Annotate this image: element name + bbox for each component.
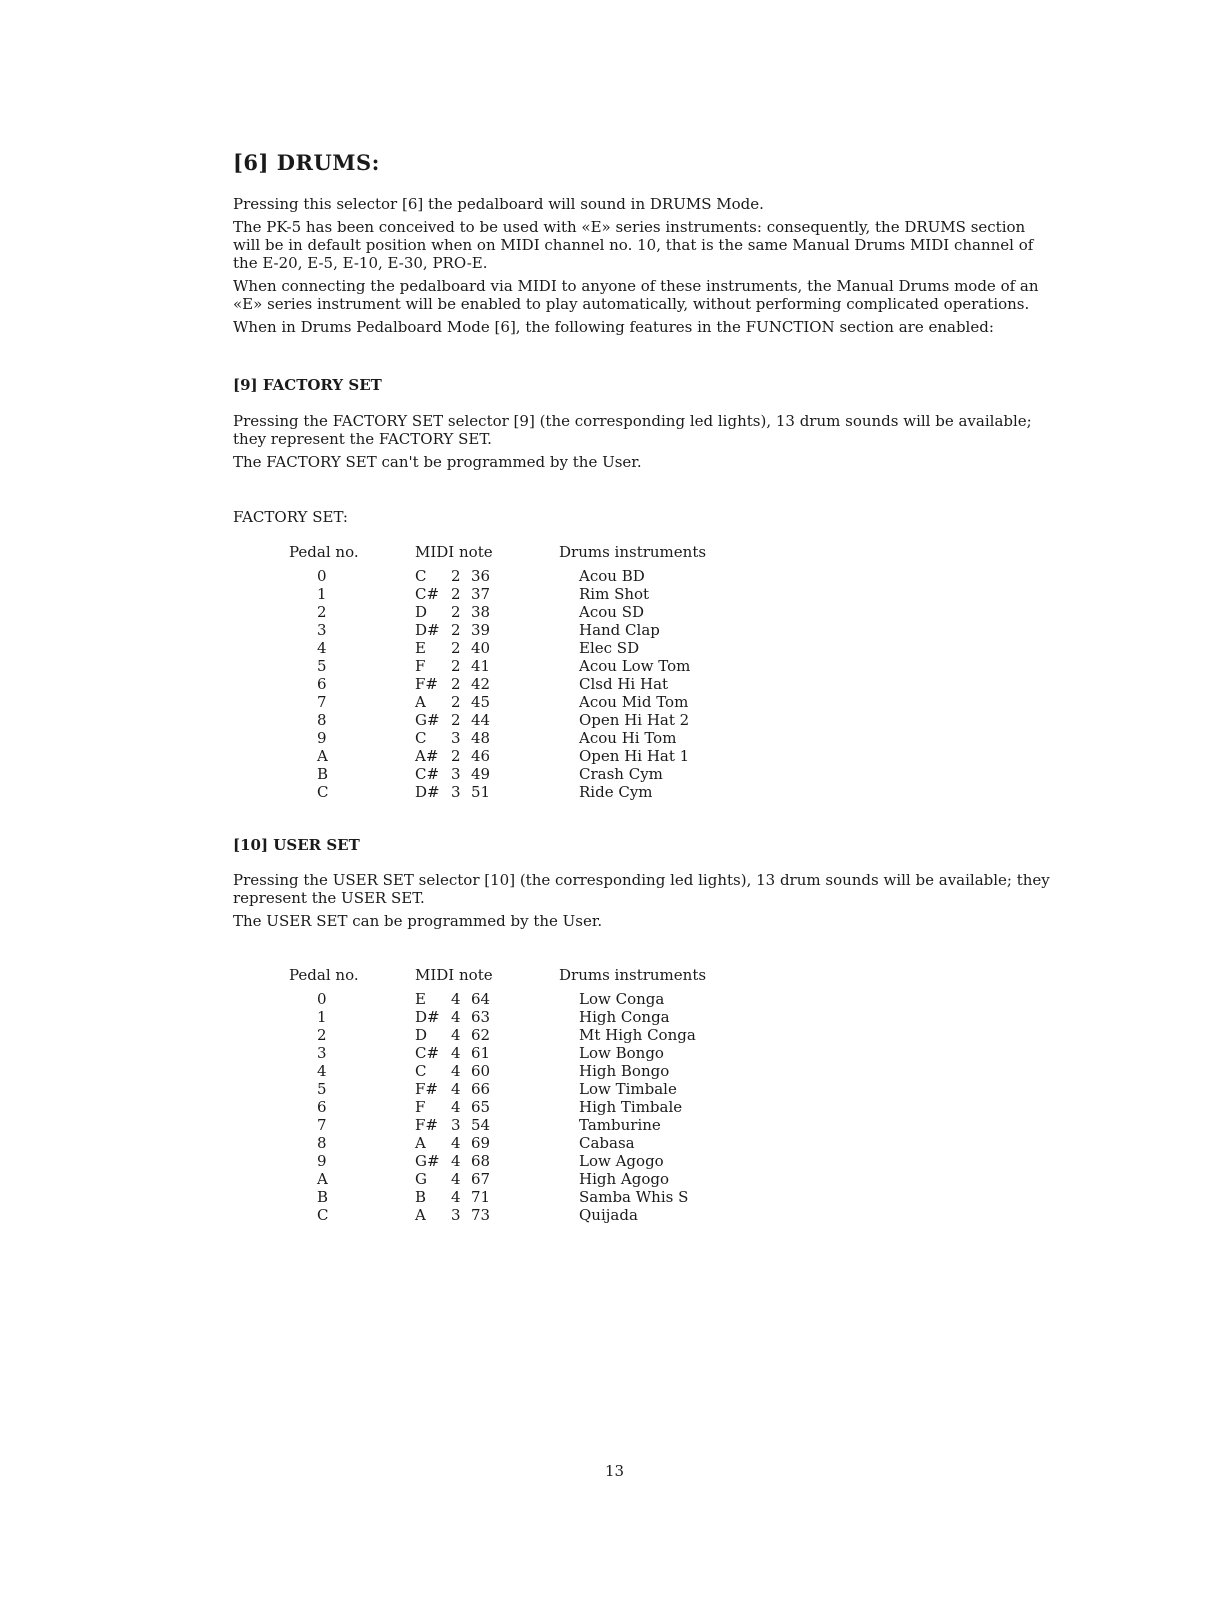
user-set-description bbox=[233, 871, 1053, 930]
pedal-number: 5 bbox=[317, 657, 327, 675]
drum-instrument: Mt High Conga bbox=[579, 1026, 696, 1044]
pedal-number: 0 bbox=[317, 990, 327, 1008]
pedal-number: 7 bbox=[317, 1116, 327, 1134]
midi-octave: 4 bbox=[451, 1134, 461, 1152]
user-set-table bbox=[289, 966, 749, 1224]
drum-instrument: Open Hi Hat 2 bbox=[579, 711, 690, 729]
midi-note-number: 46 bbox=[471, 747, 491, 765]
midi-note-number: 66 bbox=[471, 1080, 491, 1098]
midi-octave: 2 bbox=[451, 693, 461, 711]
midi-octave: 4 bbox=[451, 1188, 461, 1206]
table-row bbox=[289, 1134, 749, 1152]
pedal-number: 6 bbox=[317, 1098, 327, 1116]
table-row bbox=[289, 657, 749, 675]
table-row bbox=[289, 621, 749, 639]
drum-instrument: Ride Cym bbox=[579, 783, 653, 801]
table-row bbox=[289, 1044, 749, 1062]
pedal-number: 7 bbox=[317, 693, 327, 711]
midi-octave: 4 bbox=[451, 990, 461, 1008]
pedal-number: 8 bbox=[317, 711, 327, 729]
midi-octave: 2 bbox=[451, 621, 461, 639]
column-header: MIDI note bbox=[415, 966, 493, 984]
factory-set-heading: [9] FACTORY SET bbox=[233, 376, 382, 394]
midi-note-number: 69 bbox=[471, 1134, 491, 1152]
midi-note-name: G# bbox=[415, 1152, 440, 1170]
table-row bbox=[289, 1188, 749, 1206]
pedal-number: A bbox=[317, 1170, 328, 1188]
midi-note-name: D# bbox=[415, 783, 440, 801]
drum-instrument: Acou Mid Tom bbox=[579, 693, 689, 711]
column-header: MIDI note bbox=[415, 543, 493, 561]
table-header bbox=[289, 543, 749, 567]
user-set-note: The USER SET can be programmed by the User. bbox=[233, 912, 603, 930]
midi-note-name: G# bbox=[415, 711, 440, 729]
table-row bbox=[289, 1008, 749, 1026]
midi-note-name: A bbox=[415, 693, 426, 711]
drum-instrument: High Bongo bbox=[579, 1062, 670, 1080]
table-row bbox=[289, 1098, 749, 1116]
drum-instrument: Quijada bbox=[579, 1206, 638, 1224]
drum-instrument: Open Hi Hat 1 bbox=[579, 747, 690, 765]
midi-note-name: D bbox=[415, 1026, 428, 1044]
pedal-number: C bbox=[317, 1206, 329, 1224]
table-row bbox=[289, 1170, 749, 1188]
midi-note-name: F bbox=[415, 657, 426, 675]
midi-octave: 2 bbox=[451, 675, 461, 693]
midi-note-name: A bbox=[415, 1134, 426, 1152]
drum-instrument: Cabasa bbox=[579, 1134, 635, 1152]
midi-octave: 3 bbox=[451, 765, 461, 783]
midi-octave: 2 bbox=[451, 603, 461, 621]
midi-note-name: F# bbox=[415, 675, 438, 693]
drum-instrument: Low Timbale bbox=[579, 1080, 677, 1098]
midi-octave: 2 bbox=[451, 657, 461, 675]
midi-note-number: 73 bbox=[471, 1206, 491, 1224]
factory-set-description bbox=[233, 412, 1053, 471]
midi-note-name: C# bbox=[415, 585, 440, 603]
table-row bbox=[289, 675, 749, 693]
midi-note-number: 64 bbox=[471, 990, 491, 1008]
pedal-number: 4 bbox=[317, 1062, 327, 1080]
midi-note-number: 48 bbox=[471, 729, 491, 747]
midi-note-number: 44 bbox=[471, 711, 491, 729]
pedal-number: 9 bbox=[317, 1152, 327, 1170]
table-row bbox=[289, 1062, 749, 1080]
column-header: Pedal no. bbox=[289, 966, 359, 984]
table-row bbox=[289, 1116, 749, 1134]
midi-octave: 4 bbox=[451, 1098, 461, 1116]
table-row bbox=[289, 783, 749, 801]
factory-set-text: Pressing the FACTORY SET selector [9] (the corresponding led lights), 13 drum sounds will be available; they represent the FACTORY SET. bbox=[233, 412, 1032, 448]
midi-note-number: 40 bbox=[471, 639, 491, 657]
midi-note-number: 51 bbox=[471, 783, 491, 801]
intro-paragraph: The PK-5 has been conceived to be used with «E» series instruments: consequently, the DRUMS section will be in default position when on MIDI channel no. 10, that is the same Manual Drums MIDI channel of the E-20, E-5, E-10, E-30, PRO-E. bbox=[233, 218, 1034, 272]
midi-octave: 3 bbox=[451, 783, 461, 801]
pedal-number: 9 bbox=[317, 729, 327, 747]
pedal-number: 3 bbox=[317, 621, 327, 639]
midi-note-number: 41 bbox=[471, 657, 491, 675]
midi-note-name: F bbox=[415, 1098, 426, 1116]
page-number: 13 bbox=[604, 1462, 625, 1480]
midi-note-number: 63 bbox=[471, 1008, 491, 1026]
midi-octave: 4 bbox=[451, 1170, 461, 1188]
drum-instrument: Crash Cym bbox=[579, 765, 663, 783]
midi-note-name: C# bbox=[415, 765, 440, 783]
page-content bbox=[233, 150, 1053, 341]
midi-octave: 2 bbox=[451, 567, 461, 585]
drum-instrument: Acou SD bbox=[579, 603, 644, 621]
drum-instrument: Low Conga bbox=[579, 990, 665, 1008]
midi-note-name: A# bbox=[415, 747, 439, 765]
midi-note-number: 71 bbox=[471, 1188, 491, 1206]
drum-instrument: Low Agogo bbox=[579, 1152, 664, 1170]
table-row bbox=[289, 765, 749, 783]
midi-note-name: B bbox=[415, 1188, 427, 1206]
midi-note-number: 37 bbox=[471, 585, 491, 603]
midi-octave: 4 bbox=[451, 1080, 461, 1098]
table-row bbox=[289, 639, 749, 657]
pedal-number: 6 bbox=[317, 675, 327, 693]
midi-octave: 2 bbox=[451, 747, 461, 765]
midi-note-number: 42 bbox=[471, 675, 491, 693]
midi-octave: 4 bbox=[451, 1152, 461, 1170]
table-row bbox=[289, 747, 749, 765]
section-heading: [6] DRUMS: bbox=[233, 150, 380, 175]
midi-note-number: 38 bbox=[471, 603, 491, 621]
factory-set-label: FACTORY SET: bbox=[233, 508, 348, 526]
user-set-heading: [10] USER SET bbox=[233, 836, 360, 854]
midi-note-name: E bbox=[415, 639, 426, 657]
drum-instrument: High Agogo bbox=[579, 1170, 670, 1188]
column-header: Drums instruments bbox=[559, 543, 707, 561]
table-row bbox=[289, 585, 749, 603]
midi-note-number: 61 bbox=[471, 1044, 491, 1062]
table-row bbox=[289, 729, 749, 747]
pedal-number: 3 bbox=[317, 1044, 327, 1062]
midi-octave: 3 bbox=[451, 1116, 461, 1134]
table-row bbox=[289, 693, 749, 711]
midi-octave: 4 bbox=[451, 1062, 461, 1080]
midi-note-number: 65 bbox=[471, 1098, 491, 1116]
midi-note-number: 54 bbox=[471, 1116, 491, 1134]
pedal-number: C bbox=[317, 783, 329, 801]
table-row bbox=[289, 567, 749, 585]
pedal-number: B bbox=[317, 765, 329, 783]
table-row bbox=[289, 990, 749, 1008]
table-row bbox=[289, 1206, 749, 1224]
pedal-number: 1 bbox=[317, 585, 327, 603]
drum-instrument: Clsd Hi Hat bbox=[579, 675, 669, 693]
factory-set-table bbox=[289, 543, 749, 801]
intro-paragraph: When connecting the pedalboard via MIDI to anyone of these instruments, the Manual Drums mode of an «E» series instrument will be enabled to play automatically, without performing complicated operations. bbox=[233, 277, 1039, 313]
drum-instrument: Hand Clap bbox=[579, 621, 660, 639]
midi-note-name: C bbox=[415, 567, 427, 585]
midi-octave: 2 bbox=[451, 639, 461, 657]
midi-note-number: 49 bbox=[471, 765, 491, 783]
drum-instrument: Samba Whis S bbox=[579, 1188, 689, 1206]
table-row bbox=[289, 1080, 749, 1098]
midi-note-name: C bbox=[415, 729, 427, 747]
pedal-number: 2 bbox=[317, 603, 327, 621]
midi-note-number: 60 bbox=[471, 1062, 491, 1080]
midi-note-name: A bbox=[415, 1206, 426, 1224]
drum-instrument: Acou Low Tom bbox=[579, 657, 691, 675]
drum-instrument: High Timbale bbox=[579, 1098, 683, 1116]
midi-octave: 4 bbox=[451, 1026, 461, 1044]
pedal-number: 1 bbox=[317, 1008, 327, 1026]
drum-instrument: Acou Hi Tom bbox=[579, 729, 677, 747]
midi-note-name: E bbox=[415, 990, 426, 1008]
drum-instrument: Acou BD bbox=[579, 567, 645, 585]
midi-note-number: 45 bbox=[471, 693, 491, 711]
drum-instrument: Low Bongo bbox=[579, 1044, 664, 1062]
midi-note-name: C bbox=[415, 1062, 427, 1080]
drum-instrument: High Conga bbox=[579, 1008, 670, 1026]
midi-note-number: 67 bbox=[471, 1170, 491, 1188]
table-row bbox=[289, 711, 749, 729]
midi-octave: 3 bbox=[451, 729, 461, 747]
pedal-number: A bbox=[317, 747, 328, 765]
pedal-number: 0 bbox=[317, 567, 327, 585]
midi-note-name: D bbox=[415, 603, 428, 621]
midi-octave: 2 bbox=[451, 711, 461, 729]
midi-octave: 3 bbox=[451, 1206, 461, 1224]
midi-note-number: 36 bbox=[471, 567, 491, 585]
user-set-text: Pressing the USER SET selector [10] (the corresponding led lights), 13 drum sounds will be available; they represent the USER SET. bbox=[233, 871, 1050, 907]
column-header: Pedal no. bbox=[289, 543, 359, 561]
midi-note-name: F# bbox=[415, 1116, 438, 1134]
midi-note-number: 62 bbox=[471, 1026, 491, 1044]
midi-note-name: C# bbox=[415, 1044, 440, 1062]
midi-note-name: G bbox=[415, 1170, 427, 1188]
pedal-number: 8 bbox=[317, 1134, 327, 1152]
midi-note-number: 39 bbox=[471, 621, 491, 639]
midi-note-name: F# bbox=[415, 1080, 438, 1098]
table-header bbox=[289, 966, 749, 990]
factory-set-note: The FACTORY SET can't be programmed by the User. bbox=[233, 453, 642, 471]
intro-paragraph: When in Drums Pedalboard Mode [6], the following features in the FUNCTION section are enabled: bbox=[233, 318, 994, 336]
midi-note-name: D# bbox=[415, 621, 440, 639]
drum-instrument: Elec SD bbox=[579, 639, 640, 657]
drum-instrument: Rim Shot bbox=[579, 585, 650, 603]
pedal-number: 2 bbox=[317, 1026, 327, 1044]
midi-octave: 4 bbox=[451, 1044, 461, 1062]
drum-instrument: Tamburine bbox=[579, 1116, 661, 1134]
pedal-number: B bbox=[317, 1188, 329, 1206]
intro-paragraph: Pressing this selector [6] the pedalboard will sound in DRUMS Mode. bbox=[233, 195, 764, 213]
column-header: Drums instruments bbox=[559, 966, 707, 984]
table-row bbox=[289, 1026, 749, 1044]
table-row bbox=[289, 1152, 749, 1170]
midi-note-number: 68 bbox=[471, 1152, 491, 1170]
midi-octave: 2 bbox=[451, 585, 461, 603]
pedal-number: 5 bbox=[317, 1080, 327, 1098]
pedal-number: 4 bbox=[317, 639, 327, 657]
midi-note-name: D# bbox=[415, 1008, 440, 1026]
midi-octave: 4 bbox=[451, 1008, 461, 1026]
table-row bbox=[289, 603, 749, 621]
